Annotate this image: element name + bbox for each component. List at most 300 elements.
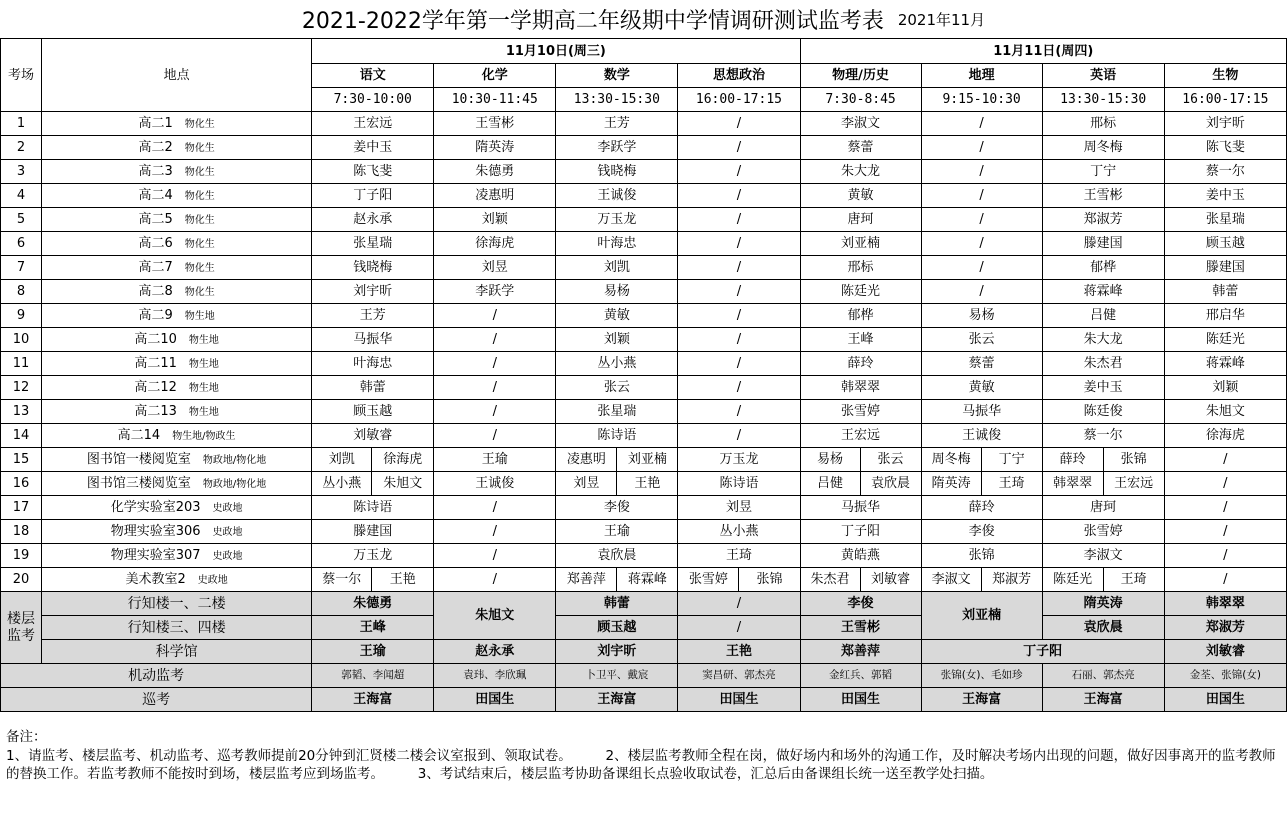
- invigilator-cell: 刘凯: [556, 256, 678, 280]
- invigilator-cell: /: [678, 280, 800, 304]
- invigilator-cell: /: [678, 352, 800, 376]
- invigilator-cell: 刘昱: [434, 256, 556, 280]
- invigilator-cell: 薛玲: [800, 352, 921, 376]
- invigilator-cell: 王芳: [556, 112, 678, 136]
- exam-room-number: 8: [1, 280, 42, 304]
- invigilator-cell: 张雪婷: [678, 568, 739, 592]
- exam-location: [42, 520, 312, 544]
- mobile-invigilator: 张锦(女)、毛如珍: [921, 664, 1042, 688]
- exam-location: [42, 352, 312, 376]
- mobile-invigilator: 金红兵、郭韬: [800, 664, 921, 688]
- invigilator-cell: 黄敏: [921, 376, 1042, 400]
- subject-header: 物理/历史: [800, 64, 921, 88]
- invigilator-cell: 王诚俊: [921, 424, 1042, 448]
- invigilator-cell: 隋英涛: [434, 136, 556, 160]
- invigilator-cell: /: [921, 208, 1042, 232]
- title-bar: [0, 0, 1287, 38]
- invigilator-cell: /: [678, 400, 800, 424]
- invigilator-cell: /: [678, 424, 800, 448]
- floor-invigilator: 顾玉越: [556, 616, 678, 640]
- page-title: 2021-2022学年第一学期高二年级期中学情调研测试监考表: [301, 8, 884, 34]
- invigilator-cell: 丁宁: [1042, 160, 1164, 184]
- notes-body: 1、请监考、楼层监考、机动监考、巡考教师提前20分钟到汇贤楼二楼会议室报到、领取试卷。 2、楼层监考教师全程在岗，做好场内和场外的沟通工作，及时解决考场内出现的问题，做好因事离开的监考教师的替换工作。若监考教师不能按时到场，楼层监考应到场监考。 3、考试结束后，楼层监考协助备课组长点验收取试卷，汇总后由备课组长统一送至教学处扫描。: [6, 747, 1276, 782]
- floor-invigilator: 韩蕾: [556, 592, 678, 616]
- subject-time: 13:30-15:30: [1042, 88, 1164, 112]
- invigilator-cell: /: [921, 160, 1042, 184]
- invigilator-cell: 王宏远: [312, 112, 434, 136]
- invigilator-cell: /: [678, 112, 800, 136]
- patrol-inspector: 田国生: [1164, 688, 1286, 712]
- subject-header: 生物: [1164, 64, 1286, 88]
- invigilator-cell: 丁子阳: [312, 184, 434, 208]
- col-location-header: 地点: [42, 39, 312, 112]
- location-subject-combo: 史政地: [212, 551, 243, 562]
- subject-time: 10:30-11:45: [434, 88, 556, 112]
- invigilator-cell: 叶海忠: [556, 232, 678, 256]
- invigilator-cell: 马振华: [312, 328, 434, 352]
- invigilator-cell: 陈廷俊: [1042, 400, 1164, 424]
- invigilator-cell: 凌惠明: [556, 448, 617, 472]
- mobile-invigilator: 袁玮、李欣珮: [434, 664, 556, 688]
- floor-invigilator: 朱德勇: [312, 592, 434, 616]
- invigilator-cell: 张雪婷: [1042, 520, 1164, 544]
- patrol-inspector: 田国生: [800, 688, 921, 712]
- location-name: 高二4: [138, 188, 173, 203]
- invigilator-cell: 韩翠翠: [1042, 472, 1103, 496]
- invigilator-cell: 邢启华: [1164, 304, 1286, 328]
- exam-location: [42, 472, 312, 496]
- exam-room-number: 10: [1, 328, 42, 352]
- location-subject-combo: 物化生: [184, 239, 215, 250]
- invigilator-cell: 王瑜: [434, 448, 556, 472]
- invigilator-cell: 王艳: [617, 472, 678, 496]
- floor-invigilator: 王艳: [678, 640, 800, 664]
- floor-invigilation-label: 楼层监考: [1, 592, 42, 664]
- invigilator-cell: /: [1164, 544, 1286, 568]
- location-subject-combo: 物化生: [184, 191, 215, 202]
- invigilator-cell: /: [1164, 496, 1286, 520]
- invigilator-cell: 滕建国: [1164, 256, 1286, 280]
- invigilator-cell: 李俊: [921, 520, 1042, 544]
- exam-room-number: 6: [1, 232, 42, 256]
- location-subject-combo: 物政地/物化地: [202, 479, 267, 490]
- mobile-invigilator: 郭韬、李闻超: [312, 664, 434, 688]
- mobile-invigilator: 石丽、郭杰亮: [1042, 664, 1164, 688]
- invigilator-cell: 刘敏睿: [860, 568, 921, 592]
- floor-building: 行知楼三、四楼: [42, 616, 312, 640]
- exam-room-number: 2: [1, 136, 42, 160]
- invigilator-cell: 陈廷光: [800, 280, 921, 304]
- invigilator-cell: 陈诗语: [312, 496, 434, 520]
- invigilator-cell: 刘昱: [556, 472, 617, 496]
- location-name: 高二14: [117, 428, 161, 443]
- invigilator-cell: /: [434, 376, 556, 400]
- floor-invigilator: 赵永承: [434, 640, 556, 664]
- day1-header: 11月10日(周三): [312, 39, 800, 64]
- invigilator-cell: 朱大龙: [1042, 328, 1164, 352]
- invigilator-cell: 张锦: [921, 544, 1042, 568]
- subject-time: 7:30-10:00: [312, 88, 434, 112]
- invigilator-cell: 蔡蕾: [800, 136, 921, 160]
- invigilator-cell: 薛玲: [1042, 448, 1103, 472]
- invigilator-cell: /: [434, 352, 556, 376]
- exam-room-number: 15: [1, 448, 42, 472]
- invigilator-cell: 王宏远: [1103, 472, 1164, 496]
- invigilator-cell: 薛玲: [921, 496, 1042, 520]
- exam-location: [42, 304, 312, 328]
- floor-invigilator: 韩翠翠: [1164, 592, 1286, 616]
- location-subject-combo: 物化生: [184, 167, 215, 178]
- invigilator-cell: 郁桦: [800, 304, 921, 328]
- location-name: 高二1: [138, 116, 173, 131]
- invigilator-cell: 钱晓梅: [312, 256, 434, 280]
- col-exam-room-header: 考场: [1, 39, 42, 112]
- invigilator-cell: 刘颖: [556, 328, 678, 352]
- location-name: 美术教室2: [125, 572, 186, 587]
- floor-invigilator: 袁欣晨: [1042, 616, 1164, 640]
- subject-header: 数学: [556, 64, 678, 88]
- invigilator-cell: 姜中玉: [1164, 184, 1286, 208]
- invigilator-cell: 袁欣晨: [860, 472, 921, 496]
- location-name: 高二6: [138, 236, 173, 251]
- invigilator-cell: 吕健: [1042, 304, 1164, 328]
- invigilator-cell: 陈廷光: [1164, 328, 1286, 352]
- location-name: 物理实验室306: [110, 524, 201, 539]
- invigilator-cell: /: [678, 328, 800, 352]
- patrol-label: 巡考: [1, 688, 312, 712]
- invigilator-cell: 隋英涛: [921, 472, 981, 496]
- invigilator-cell: /: [678, 256, 800, 280]
- floor-invigilator: 郑善萍: [800, 640, 921, 664]
- mobile-invigilator: 窦昌研、郭杰亮: [678, 664, 800, 688]
- invigilator-cell: /: [678, 304, 800, 328]
- invigilator-cell: 刘亚楠: [800, 232, 921, 256]
- invigilator-cell: 邢标: [1042, 112, 1164, 136]
- invigilator-cell: 黄皓燕: [800, 544, 921, 568]
- title-date: 2021年11月: [897, 10, 986, 29]
- invigilator-cell: 李淑文: [921, 568, 981, 592]
- location-subject-combo: 史政地: [212, 503, 243, 514]
- location-subject-combo: 物生地: [184, 311, 215, 322]
- invigilator-cell: 万玉龙: [556, 208, 678, 232]
- invigilator-cell: 王诚俊: [556, 184, 678, 208]
- invigilator-cell: 袁欣晨: [556, 544, 678, 568]
- invigilator-cell: /: [434, 568, 556, 592]
- invigilator-cell: 陈廷光: [1042, 568, 1103, 592]
- subject-time: 9:15-10:30: [921, 88, 1042, 112]
- invigilator-cell: 王艳: [372, 568, 434, 592]
- floor-building: 行知楼一、二楼: [42, 592, 312, 616]
- invigilator-cell: 张星瑞: [312, 232, 434, 256]
- invigilator-cell: 李淑文: [1042, 544, 1164, 568]
- invigilator-cell: 李跃学: [556, 136, 678, 160]
- invigilator-cell: 李淑文: [800, 112, 921, 136]
- patrol-inspector: 田国生: [678, 688, 800, 712]
- invigilator-cell: /: [434, 544, 556, 568]
- invigilator-cell: /: [678, 232, 800, 256]
- invigilator-cell: /: [434, 424, 556, 448]
- exam-location: [42, 568, 312, 592]
- exam-room-number: 13: [1, 400, 42, 424]
- invigilator-cell: 张锦: [1103, 448, 1164, 472]
- invigilator-cell: 蒋霖峰: [617, 568, 678, 592]
- invigilator-cell: /: [678, 136, 800, 160]
- floor-invigilator: 王雪彬: [800, 616, 921, 640]
- invigilator-cell: 凌惠明: [434, 184, 556, 208]
- exam-room-number: 7: [1, 256, 42, 280]
- subject-header: 地理: [921, 64, 1042, 88]
- exam-room-number: 11: [1, 352, 42, 376]
- invigilator-cell: 王峰: [800, 328, 921, 352]
- invigilator-cell: 朱大龙: [800, 160, 921, 184]
- patrol-inspector: 田国生: [434, 688, 556, 712]
- invigilator-cell: /: [434, 496, 556, 520]
- subject-time: 13:30-15:30: [556, 88, 678, 112]
- exam-location: [42, 376, 312, 400]
- mobile-invigilation-label: 机动监考: [1, 664, 312, 688]
- invigilator-cell: 姜中玉: [312, 136, 434, 160]
- invigilator-cell: 张云: [921, 328, 1042, 352]
- invigilator-cell: /: [678, 208, 800, 232]
- invigilator-cell: 顾玉越: [312, 400, 434, 424]
- invigilator-cell: 蔡一尔: [1042, 424, 1164, 448]
- invigilator-cell: 张云: [860, 448, 921, 472]
- floor-invigilator: 丁子阳: [921, 640, 1164, 664]
- invigilator-cell: 吕健: [800, 472, 860, 496]
- subject-time: 7:30-8:45: [800, 88, 921, 112]
- location-subject-combo: 物生地: [188, 383, 219, 394]
- exam-location: [42, 160, 312, 184]
- exam-room-number: 14: [1, 424, 42, 448]
- invigilator-cell: /: [434, 400, 556, 424]
- invigilator-cell: 刘昱: [678, 496, 800, 520]
- floor-invigilator: /: [678, 592, 800, 616]
- location-name: 高二3: [138, 164, 173, 179]
- location-subject-combo: 物生地/物政生: [172, 431, 236, 442]
- floor-invigilator: 刘宇昕: [556, 640, 678, 664]
- location-name: 高二2: [138, 140, 173, 155]
- invigilator-cell: 陈飞斐: [312, 160, 434, 184]
- invigilator-cell: 郑淑芳: [981, 568, 1042, 592]
- invigilator-cell: 姜中玉: [1042, 376, 1164, 400]
- subject-time: 16:00-17:15: [678, 88, 800, 112]
- exam-location: [42, 136, 312, 160]
- location-subject-combo: 物化生: [184, 263, 215, 274]
- invigilator-cell: 马振华: [921, 400, 1042, 424]
- exam-room-number: 9: [1, 304, 42, 328]
- invigilator-cell: 徐海虎: [1164, 424, 1286, 448]
- invigilator-cell: 朱杰君: [800, 568, 860, 592]
- exam-room-number: 20: [1, 568, 42, 592]
- exam-room-number: 12: [1, 376, 42, 400]
- exam-location: [42, 184, 312, 208]
- invigilator-cell: /: [921, 232, 1042, 256]
- invigilator-cell: 张星瑞: [556, 400, 678, 424]
- subject-header: 语文: [312, 64, 434, 88]
- mobile-invigilator: 卜卫平、戴宸: [556, 664, 678, 688]
- invigilator-cell: 丁子阳: [800, 520, 921, 544]
- invigilator-cell: 滕建国: [1042, 232, 1164, 256]
- invigilator-cell: 徐海虎: [372, 448, 434, 472]
- location-subject-combo: 史政地: [212, 527, 243, 538]
- invigilator-cell: /: [434, 328, 556, 352]
- location-name: 高二8: [138, 284, 173, 299]
- invigilator-cell: 李跃学: [434, 280, 556, 304]
- floor-invigilator: 李俊: [800, 592, 921, 616]
- location-subject-combo: 物化生: [184, 119, 215, 130]
- location-name: 高二5: [138, 212, 173, 227]
- exam-room-number: 1: [1, 112, 42, 136]
- invigilator-cell: 陈诗语: [556, 424, 678, 448]
- invigilator-cell: 钱晓梅: [556, 160, 678, 184]
- invigilator-cell: /: [678, 184, 800, 208]
- invigilator-cell: /: [678, 376, 800, 400]
- invigilator-cell: 刘敏睿: [312, 424, 434, 448]
- patrol-inspector: 王海富: [1042, 688, 1164, 712]
- day2-header: 11月11日(周四): [800, 39, 1286, 64]
- invigilator-cell: 王雪彬: [1042, 184, 1164, 208]
- floor-invigilator: 王峰: [312, 616, 434, 640]
- invigilator-cell: 朱德勇: [434, 160, 556, 184]
- patrol-inspector: 王海富: [556, 688, 678, 712]
- exam-room-number: 17: [1, 496, 42, 520]
- invigilator-cell: 叶海忠: [312, 352, 434, 376]
- invigilator-cell: 唐珂: [1042, 496, 1164, 520]
- exam-location: [42, 544, 312, 568]
- location-name: 化学实验室203: [110, 500, 201, 515]
- invigilator-cell: 王琦: [678, 544, 800, 568]
- invigilator-cell: 韩蕾: [1164, 280, 1286, 304]
- floor-invigilator: 刘敏睿: [1164, 640, 1286, 664]
- invigilator-cell: /: [921, 136, 1042, 160]
- location-subject-combo: 物化生: [184, 215, 215, 226]
- invigilator-cell: 张雪婷: [800, 400, 921, 424]
- location-name: 高二10: [134, 332, 177, 347]
- invigilator-cell: 张云: [556, 376, 678, 400]
- invigilator-cell: 易杨: [921, 304, 1042, 328]
- invigilator-cell: 王诚俊: [434, 472, 556, 496]
- invigilator-cell: 丁宁: [981, 448, 1042, 472]
- invigilator-cell: 刘颖: [1164, 376, 1286, 400]
- invigilator-cell: /: [921, 256, 1042, 280]
- location-subject-combo: 物生地: [188, 407, 219, 418]
- invigilator-cell: 易杨: [556, 280, 678, 304]
- exam-room-number: 18: [1, 520, 42, 544]
- invigilator-cell: 王琦: [981, 472, 1042, 496]
- mobile-invigilator: 金荃、张锦(女): [1164, 664, 1286, 688]
- invigilator-cell: 刘宇昕: [312, 280, 434, 304]
- invigilator-cell: 马振华: [800, 496, 921, 520]
- exam-room-number: 19: [1, 544, 42, 568]
- invigilator-cell: 蒋霖峰: [1164, 352, 1286, 376]
- invigilator-cell: 王琦: [1103, 568, 1164, 592]
- exam-location: [42, 448, 312, 472]
- patrol-inspector: 王海富: [921, 688, 1042, 712]
- invigilator-cell: 韩翠翠: [800, 376, 921, 400]
- invigilator-cell: 张星瑞: [1164, 208, 1286, 232]
- location-subject-combo: 物化生: [184, 143, 215, 154]
- invigilator-cell: 周冬梅: [921, 448, 981, 472]
- location-name: 物理实验室307: [110, 548, 201, 563]
- location-name: 图书馆一楼阅览室: [86, 452, 191, 467]
- location-subject-combo: 物生地: [188, 359, 219, 370]
- floor-invigilator: 王瑜: [312, 640, 434, 664]
- invigilator-cell: 王芳: [312, 304, 434, 328]
- invigilator-cell: 刘亚楠: [617, 448, 678, 472]
- invigilator-cell: 赵永承: [312, 208, 434, 232]
- invigilator-cell: /: [1164, 520, 1286, 544]
- invigilator-cell: /: [921, 184, 1042, 208]
- invigilator-cell: 徐海虎: [434, 232, 556, 256]
- invigilator-cell: 易杨: [800, 448, 860, 472]
- subject-header: 思想政治: [678, 64, 800, 88]
- subject-header: 英语: [1042, 64, 1164, 88]
- location-name: 高二11: [134, 356, 177, 371]
- floor-invigilator: 朱旭文: [434, 592, 556, 640]
- exam-location: [42, 256, 312, 280]
- invigilator-cell: 刘凯: [312, 448, 372, 472]
- invigilator-cell: 丛小燕: [312, 472, 372, 496]
- invigilator-cell: 蒋霖峰: [1042, 280, 1164, 304]
- invigilator-cell: 郑善萍: [556, 568, 617, 592]
- invigilator-cell: 朱杰君: [1042, 352, 1164, 376]
- notes-title: 备注：: [6, 729, 47, 745]
- invigilator-cell: 周冬梅: [1042, 136, 1164, 160]
- exam-location: [42, 328, 312, 352]
- location-name: 图书馆三楼阅览室: [86, 476, 191, 491]
- invigilator-cell: 王瑜: [556, 520, 678, 544]
- invigilator-cell: 丛小燕: [678, 520, 800, 544]
- floor-invigilator: /: [678, 616, 800, 640]
- exam-room-number: 4: [1, 184, 42, 208]
- invigilator-cell: 唐珂: [800, 208, 921, 232]
- invigilator-cell: /: [434, 304, 556, 328]
- location-subject-combo: 物政地/物化地: [202, 455, 267, 466]
- location-name: 高二7: [138, 260, 173, 275]
- location-subject-combo: 物化生: [184, 287, 215, 298]
- invigilator-cell: 蔡一尔: [312, 568, 372, 592]
- floor-building: 科学馆: [42, 640, 312, 664]
- invigilator-cell: 韩蕾: [312, 376, 434, 400]
- exam-room-number: 5: [1, 208, 42, 232]
- location-subject-combo: 物生地: [188, 335, 219, 346]
- subject-header: 化学: [434, 64, 556, 88]
- exam-room-number: 16: [1, 472, 42, 496]
- invigilator-cell: 王雪彬: [434, 112, 556, 136]
- floor-invigilator: 隋英涛: [1042, 592, 1164, 616]
- invigilator-cell: 王宏远: [800, 424, 921, 448]
- floor-invigilator: 刘亚楠: [921, 592, 1042, 640]
- subject-time: 16:00-17:15: [1164, 88, 1286, 112]
- location-name: 高二13: [134, 404, 177, 419]
- floor-invigilator: 郑淑芳: [1164, 616, 1286, 640]
- invigilator-cell: 刘颖: [434, 208, 556, 232]
- invigilator-cell: /: [1164, 448, 1286, 472]
- exam-room-number: 3: [1, 160, 42, 184]
- invigilator-cell: 丛小燕: [556, 352, 678, 376]
- exam-location: [42, 232, 312, 256]
- invigilator-cell: 万玉龙: [312, 544, 434, 568]
- exam-location: [42, 496, 312, 520]
- invigilator-cell: 陈诗语: [678, 472, 800, 496]
- invigilator-cell: 顾玉越: [1164, 232, 1286, 256]
- invigilator-cell: 滕建国: [312, 520, 434, 544]
- invigilator-cell: 陈飞斐: [1164, 136, 1286, 160]
- invigilator-cell: 张锦: [739, 568, 800, 592]
- exam-location: [42, 208, 312, 232]
- invigilator-cell: /: [434, 520, 556, 544]
- invigilator-cell: /: [678, 160, 800, 184]
